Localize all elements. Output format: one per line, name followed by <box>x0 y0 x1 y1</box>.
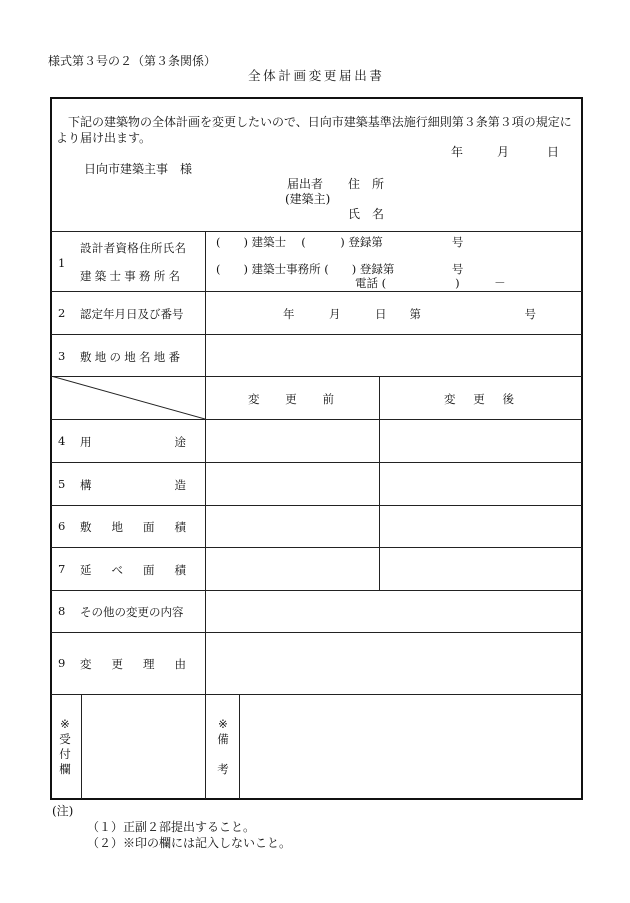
row-number: 6 <box>58 519 66 533</box>
label-char: 所 <box>153 269 166 283</box>
applicant-label: 届出者 <box>287 177 324 191</box>
label-char: 地 <box>124 350 136 364</box>
label-char: 出 <box>354 68 367 83</box>
row-divider <box>51 291 582 292</box>
diagonal-line <box>51 376 205 419</box>
label-char: 変 <box>308 68 322 83</box>
name-label: 氏 名 <box>348 207 385 221</box>
label-char: 造 <box>174 478 186 492</box>
address-label: 住 所 <box>348 177 385 191</box>
row-divider <box>51 505 582 506</box>
column-divider <box>81 694 82 799</box>
label-char: 地 <box>94 350 107 364</box>
approval-date-label: 認定年月日及び番号 <box>80 307 184 321</box>
addressee: 日向市建築主事 様 <box>84 162 193 176</box>
label-char: 格 <box>127 241 139 255</box>
approval-date-value: 年 月 日 第 号 <box>283 307 536 321</box>
after-change-header <box>444 391 514 407</box>
label-char: 敷 <box>80 520 92 534</box>
label-char: 更 <box>111 657 123 671</box>
label-char: 計 <box>91 241 104 255</box>
notes-heading: (注) <box>52 804 74 818</box>
remarks-column-label <box>216 717 230 777</box>
site-location-label <box>80 349 180 365</box>
label-char: 用 <box>80 435 92 449</box>
label-char: 築 <box>94 269 107 283</box>
label-char: 地 <box>153 350 166 364</box>
floor-area-label <box>80 562 186 578</box>
label-char: 番 <box>168 350 180 364</box>
label-char: 画 <box>293 68 307 83</box>
other-changes-label: その他の変更の内容 <box>80 605 184 619</box>
note-item: （２）※印の欄には記入しないこと。 <box>87 836 292 850</box>
label-char: 設 <box>80 241 92 255</box>
reception-column-label <box>58 717 72 777</box>
reception-char: 付 <box>59 747 71 761</box>
date-year: 年 <box>451 145 464 159</box>
row-number: 7 <box>58 562 66 576</box>
column-divider <box>379 376 380 590</box>
label-char: 後 <box>502 392 514 406</box>
label-char: 者 <box>103 241 116 255</box>
change-reason-label <box>80 656 186 672</box>
row-divider <box>51 334 582 335</box>
row-divider <box>51 419 582 420</box>
remarks-char: 備 <box>217 732 229 746</box>
before-change-header <box>248 391 334 407</box>
column-divider <box>205 231 206 799</box>
label-char: 体 <box>263 68 276 83</box>
label-char: 名 <box>174 241 186 255</box>
row-number: 9 <box>58 656 66 670</box>
label-char: 変 <box>444 392 456 406</box>
site-area-label <box>80 519 186 535</box>
form-number: 様式第３号の２（第３条関係） <box>48 54 217 68</box>
label-char: 計 <box>278 68 291 83</box>
phone-line: 電話 ( ) － <box>355 276 506 290</box>
column-divider <box>239 694 240 799</box>
label-char: 変 <box>80 657 92 671</box>
office-line: ( ) 建築士事務所 ( ) 登録第 号 <box>216 262 464 276</box>
label-char: 敷 <box>80 350 92 364</box>
form-title <box>248 66 382 84</box>
date-day: 日 <box>547 145 560 159</box>
note-item: （１）正副２部提出すること。 <box>87 820 256 834</box>
reception-char: 欄 <box>59 762 71 776</box>
label-char: 士 <box>109 269 121 283</box>
row-number: 8 <box>58 604 66 618</box>
label-char: 更 <box>473 392 485 406</box>
row-number: 5 <box>58 477 66 491</box>
label-char: 地 <box>111 520 123 534</box>
label-char: 更 <box>285 392 297 406</box>
label-char: 積 <box>174 520 186 534</box>
date-month: 月 <box>497 145 510 159</box>
label-char: 名 <box>168 269 180 283</box>
remarks-char: 考 <box>217 762 229 776</box>
intro-line-2: より届け出ます。 <box>56 131 152 145</box>
label-char: 面 <box>143 520 155 534</box>
label-char: 途 <box>174 435 186 449</box>
label-char: 理 <box>143 657 155 671</box>
label-char: 構 <box>80 478 92 492</box>
label-char: 務 <box>139 269 151 283</box>
label-char: 変 <box>248 392 260 406</box>
use-label <box>80 434 186 450</box>
row-number: 4 <box>58 434 66 448</box>
row-divider <box>51 694 582 695</box>
reception-char: 受 <box>59 732 71 746</box>
row-number: 1 <box>58 256 66 270</box>
label-char: 更 <box>323 68 337 83</box>
label-char: 全 <box>248 68 261 83</box>
label-char: 住 <box>139 241 151 255</box>
asterisk-mark: ※ <box>218 717 228 731</box>
row-divider <box>51 231 582 232</box>
label-char: 由 <box>174 657 186 671</box>
label-char: 所 <box>150 241 163 255</box>
row-divider <box>51 590 582 591</box>
asterisk-mark: ※ <box>60 717 70 731</box>
intro-line-1: 下記の建築物の全体計画を変更したいので、日向市建築基準法施行細則第３条第３項の規定に <box>68 115 572 129</box>
spacer <box>216 747 230 762</box>
label-char: 面 <box>143 563 155 577</box>
applicant-sub-label: (建築主) <box>285 192 331 206</box>
label-char: 積 <box>174 563 186 577</box>
label-char: 資 <box>115 241 127 255</box>
label-char: 前 <box>322 392 334 406</box>
row-number: 2 <box>58 306 66 320</box>
row-number: 3 <box>58 349 66 363</box>
row-divider <box>51 632 582 633</box>
label-char: 建 <box>80 269 92 283</box>
label-char: 書 <box>369 68 382 83</box>
label-char: 延 <box>80 563 92 577</box>
office-label <box>80 268 180 284</box>
label-char: べ <box>111 563 123 577</box>
row-divider <box>51 547 582 548</box>
structure-label <box>80 477 186 493</box>
label-char: 氏 <box>162 241 175 255</box>
label-char: 事 <box>124 269 136 283</box>
row-divider <box>51 462 582 463</box>
label-char: の <box>109 350 121 364</box>
label-char: 届 <box>339 68 352 83</box>
designer-label <box>80 240 186 256</box>
architect-line: ( ) 建築士 ( ) 登録第 号 <box>216 235 464 249</box>
label-char: 名 <box>139 350 151 364</box>
